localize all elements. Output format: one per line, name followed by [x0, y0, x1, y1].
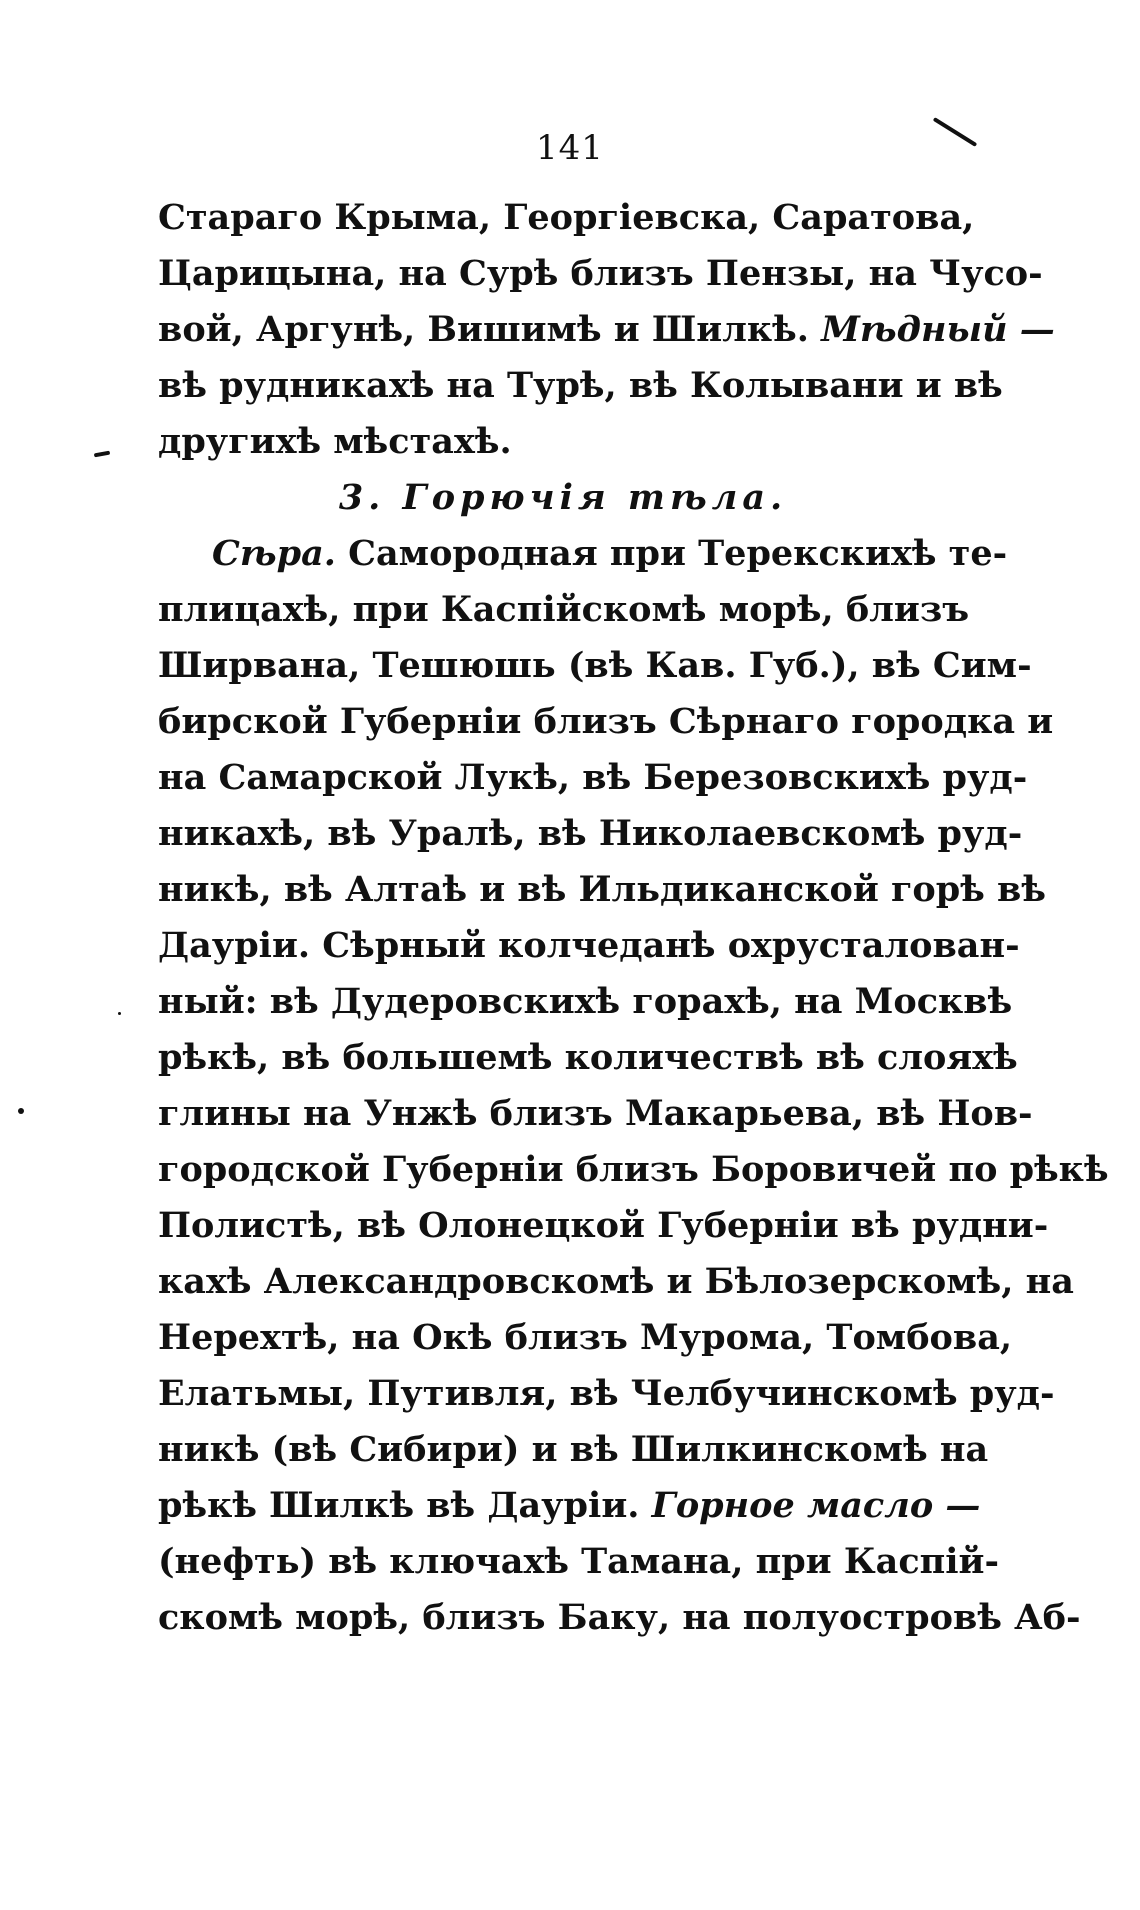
text-line: городской Губерніи близъ Боровичей по рѣкѣ: [158, 1149, 1109, 1190]
term-sera: Сѣра.: [212, 533, 336, 574]
text-line: Сѣра. Самородная при Терекскихѣ те-: [212, 533, 1008, 574]
term-mednyi: Мѣдный —: [821, 309, 1055, 350]
scan-dot-margin: [118, 1012, 121, 1015]
text-line: Дауріи. Сѣрный колчеданѣ охрусталован-: [158, 925, 1020, 966]
text-line: никахѣ, вѣ Уралѣ, вѣ Николаевскомѣ руд-: [158, 813, 1023, 854]
text-line: кахѣ Александровскомѣ и Бѣлозерскомѣ, на: [158, 1261, 1074, 1302]
text-line: ный: вѣ Дудеровскихѣ горахѣ, на Москвѣ: [158, 981, 1013, 1022]
body-text: [158, 190, 1109, 1646]
text-line: никѣ (вѣ Сибири) и вѣ Шилкинскомѣ на: [158, 1429, 989, 1470]
text-line: Нерехтѣ, на Окѣ близъ Мурома, Томбова,: [158, 1317, 1013, 1358]
text-line: плицахѣ, при Каспійскомѣ морѣ, близъ: [158, 589, 970, 630]
text-line: Полистѣ, вѣ Олонецкой Губерніи вѣ рудни-: [158, 1205, 1049, 1246]
scan-mark-left: [94, 451, 110, 458]
text-line: никѣ, вѣ Алтаѣ и вѣ Ильдиканской горѣ вѣ: [158, 869, 1046, 910]
text-line: Стараго Крыма, Георгіевска, Саратова,: [158, 197, 975, 238]
text-line: на Самарской Лукѣ, вѣ Березовскихѣ руд-: [158, 757, 1028, 798]
term-gornoe-maslo: Горное масло —: [651, 1485, 981, 1526]
scan-dot-left: [18, 1108, 24, 1114]
text-line: Царицына, на Сурѣ близъ Пензы, на Чусо-: [158, 253, 1043, 294]
text-line: глины на Унжѣ близъ Макарьева, вѣ Нов-: [158, 1093, 1033, 1134]
text-line: скомѣ морѣ, близъ Баку, на полуостровѣ Аб-: [158, 1597, 1081, 1638]
text-line: рѣкѣ, вѣ большемѣ количествѣ вѣ слояхѣ: [158, 1037, 1018, 1078]
text-line: вѣ рудникахѣ на Турѣ, вѣ Колывани и вѣ: [158, 365, 1003, 406]
text-line: вой, Аргунѣ, Вишимѣ и Шилкѣ. Мѣдный —: [158, 309, 1055, 350]
text-line: другихѣ мѣстахѣ.: [158, 421, 512, 462]
text-line: Ширвана, Тешюшь (вѣ Кав. Губ.), вѣ Сим-: [158, 645, 1032, 686]
page-number: 141: [536, 128, 604, 168]
text-line: рѣкѣ Шилкѣ вѣ Дауріи. Горное масло —: [158, 1485, 981, 1526]
text-line: (нефть) вѣ ключахѣ Тамана, при Каспій-: [158, 1541, 1000, 1582]
text-line: бирской Губерніи близъ Сѣрнаго городка и: [158, 701, 1054, 742]
section-heading: 3. Горючія тѣла.: [338, 477, 788, 518]
text-line: Елатьмы, Путивля, вѣ Челбучинскомѣ руд-: [158, 1373, 1055, 1414]
